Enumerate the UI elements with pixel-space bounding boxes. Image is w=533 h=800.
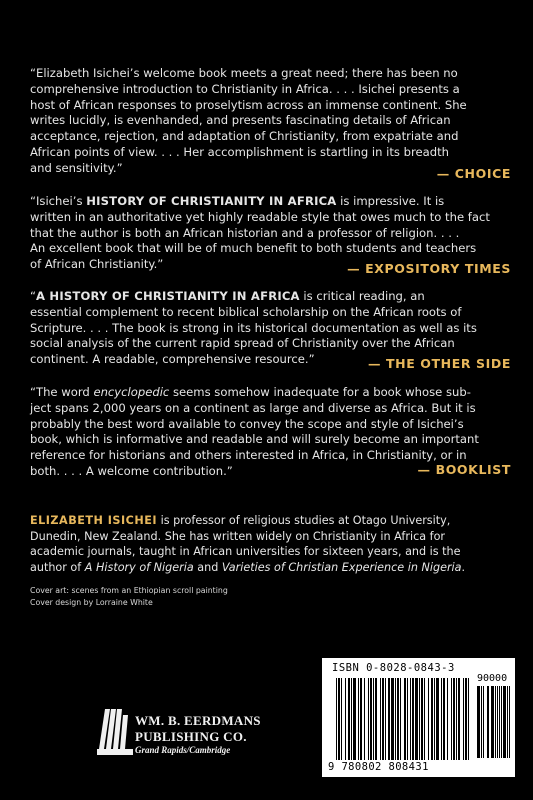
barcode-bar [370, 678, 372, 760]
barcode-bar [345, 678, 346, 760]
barcode-bar [451, 678, 452, 760]
barcode-bar [358, 678, 359, 760]
barcode-bar [404, 678, 406, 760]
barcode-bar [360, 678, 362, 760]
review-text: “Elizabeth Isichei’s welcome book meets a great need; there has been no comprehensive introduction to Christianity in Africa. . . . Isichei presents a host of African responses to proselytism across an immense continent. She writes lucidly, is evenhanded, and presents fascinating details of African acceptance, rejection, and adaptation of Christianity, from expatriate and African points of view. . . . Her accomplishment is startling in its breadth and sensitivity.” [30, 66, 467, 175]
barcode-bar [368, 678, 369, 760]
barcode-bar [351, 678, 352, 760]
barcode-bar [419, 678, 420, 760]
barcode-addon-bar [503, 686, 506, 758]
barcode-bar [458, 678, 460, 760]
barcode-bar [400, 678, 401, 760]
isbn-number: ISBN 0-8028-0843-3 [332, 662, 455, 674]
barcode-addon-bar [481, 686, 482, 758]
barcode-addon-bar [495, 686, 496, 758]
publisher-emblem-icon [93, 701, 137, 761]
review-source-choice: — CHOICE [436, 166, 511, 181]
publisher-logo [93, 701, 263, 761]
barcode-addon-bar [501, 686, 502, 758]
barcode-bar [388, 678, 390, 760]
barcode-bar [421, 678, 423, 760]
barcode-bar [336, 678, 337, 760]
barcode-ean-number: 9 780802 808431 [328, 761, 429, 773]
barcode-addon-number: 90000 [477, 673, 508, 684]
barcode-bar [338, 678, 340, 760]
publisher-name-line2: PUBLISHING CO. [135, 729, 247, 744]
barcode-bar [443, 678, 445, 760]
barcode-addon-bar [509, 686, 510, 758]
barcode-bar [468, 678, 469, 760]
barcode-bar [407, 678, 408, 760]
barcode-addon-bar [477, 686, 480, 758]
barcode-bar [341, 678, 342, 760]
book-title-nigeria: A History of Nigeria [84, 560, 194, 574]
barcode-addon-bar [487, 686, 489, 758]
barcode-bar [415, 678, 418, 760]
barcode-bar [385, 678, 386, 760]
review-source-expository-times: — EXPOSITORY TIMES [347, 261, 511, 276]
review-choice [30, 66, 508, 177]
barcode-addon-bar [483, 686, 484, 758]
barcode-bar [382, 678, 384, 760]
bio-text: is professor of religious studies at Otago University, Dunedin, New Zealand. She has written widely on Christianity in Africa for academic journals, taught in African universities for sixteen years, and is the author of [30, 514, 461, 574]
review-text: is critical reading, an essential complement to recent biblical scholarship on the African roots of Scripture. . . . The book is strong in its historical documentation as well as its social analysis of the current rapid spread of Christianity over the African continent. A readable, comprehensive resource.” [30, 289, 477, 367]
barcode-bar [353, 678, 356, 760]
barcode-bar [373, 678, 374, 760]
barcode-bar [395, 678, 396, 760]
bio-text: . [461, 560, 466, 574]
barcode-bar [410, 678, 411, 760]
barcode-bar [391, 678, 394, 760]
review-text: seems somehow inadequate for a book whose sub- ject spans 2,000 years on a continent as large and diverse as Africa. But it is probably the best word available to convey the scope and style of Isichei’s book, which is informative and readable and will surely become an important reference for historians and others interested in Africa, in Christianity, or in both. . . . A welcome contribution.” [30, 385, 479, 478]
barcode-bar [441, 678, 442, 760]
barcode-bar [380, 678, 381, 760]
barcode-bar [463, 678, 464, 760]
author-name: ELIZABETH ISICHEI [30, 514, 158, 527]
review-lead: “ [30, 289, 37, 303]
author-bio [30, 513, 508, 575]
barcode-bar [447, 678, 448, 760]
barcode-bar [375, 678, 377, 760]
book-title: A HISTORY OF CHRISTIANITY IN AFRICA [36, 289, 300, 303]
barcode-bar [397, 678, 399, 760]
barcode-addon-bar [499, 686, 500, 758]
barcode-bar [424, 678, 425, 760]
review-source-booklist: — BOOKLIST [417, 462, 511, 477]
publisher-location: Grand Rapids/Cambridge [135, 745, 231, 755]
barcode-bar [465, 678, 467, 760]
barcode-bar [428, 678, 429, 760]
barcode-bar [348, 678, 350, 760]
review-text: is impressive. It is written in an authoritative yet highly readable style that owes much to the fact that the author is both an African historian and a professor of religion. . . . An excellent book that will be of much benefit to both students and teachers of African Christianity.” [30, 194, 490, 272]
barcode-bar [434, 678, 435, 760]
review-source-the-other-side: — THE OTHER SIDE [367, 356, 511, 371]
cover-art-credit: Cover art: scenes from an Ethiopian scroll painting [30, 586, 228, 595]
barcode-bar [456, 678, 457, 760]
cover-design-credit: Cover design by Lorraine White [30, 598, 153, 607]
barcode-bar [453, 678, 455, 760]
book-title: HISTORY OF CHRISTIANITY IN AFRICA [86, 194, 337, 208]
barcode-bar [436, 678, 439, 760]
credits [30, 585, 228, 609]
barcode-addon-bar [507, 686, 508, 758]
italic-word: encyclopedic [93, 385, 170, 399]
review-lead: “Isichei’s [30, 194, 87, 208]
barcode-addon-bar [491, 686, 494, 758]
barcode-bar [364, 678, 365, 760]
review-lead: “The word [30, 385, 94, 399]
book-title-varieties: Varieties of Christian Experience in Nigeria [221, 560, 462, 574]
barcode-bar [412, 678, 414, 760]
publisher-name-line1: WM. B. EERDMANS [135, 713, 261, 728]
bio-text: and [193, 560, 222, 574]
barcode-addon-bar [497, 686, 498, 758]
barcode-bar [431, 678, 433, 760]
barcode-panel [322, 658, 515, 777]
